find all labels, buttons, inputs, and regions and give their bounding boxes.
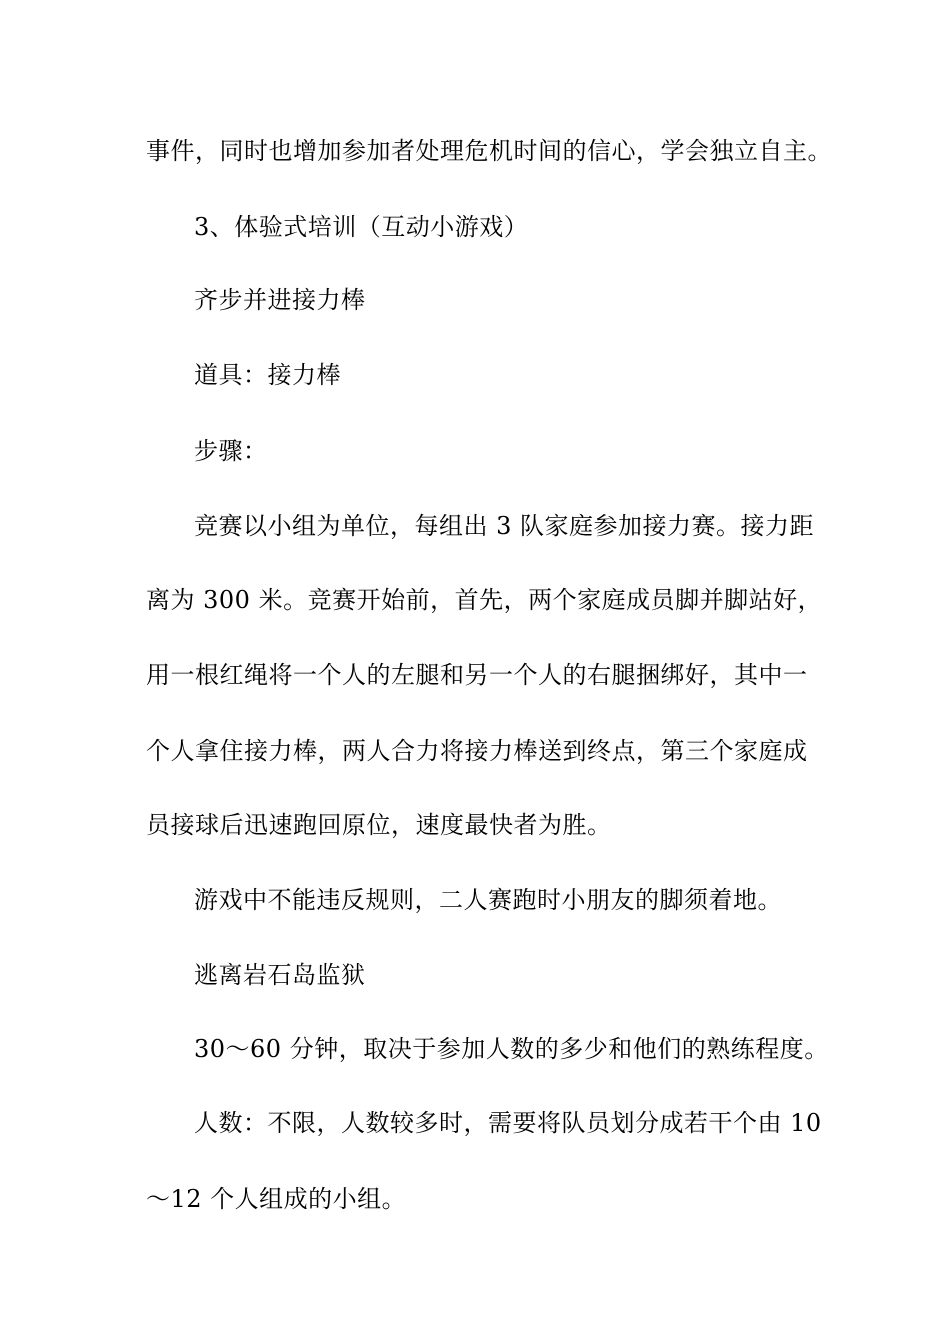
steps-label: 步骤： [194,437,268,465]
section-heading: 3、体验式培训（互动小游戏） [194,213,529,241]
paragraph-line: 竞赛以小组为单位，每组出 3 队家庭参加接力赛。接力距 [194,512,815,540]
paragraph-line: 用一根红绳将一个人的左腿和另一个人的右腿捆绑好，其中一 [146,661,808,689]
paragraph-line: ～12 个人组成的小组。 [146,1185,407,1213]
game-title: 逃离岩石岛监狱 [194,961,366,989]
paragraph-line: 员接球后迅速跑回原位，速度最快者为胜。 [146,811,612,839]
paragraph-line: 个人拿住接力棒，两人合力将接力棒送到终点，第三个家庭成 [146,737,808,765]
game-title: 齐步并进接力棒 [194,286,366,314]
duration-line: 30～60 分钟，取决于参加人数的多少和他们的熟练程度。 [194,1035,829,1063]
participants-line: 人数：不限，人数较多时，需要将队员划分成若干个由 10 [194,1109,822,1137]
paragraph-line: 事件，同时也增加参加者处理危机时间的信心，学会独立自主。 [146,137,832,165]
props-line: 道具：接力棒 [194,361,341,389]
rule-line: 游戏中不能违反规则，二人赛跑时小朋友的脚须着地。 [194,886,782,914]
paragraph-line: 离为 300 米。竞赛开始前，首先，两个家庭成员脚并脚站好， [146,586,823,614]
